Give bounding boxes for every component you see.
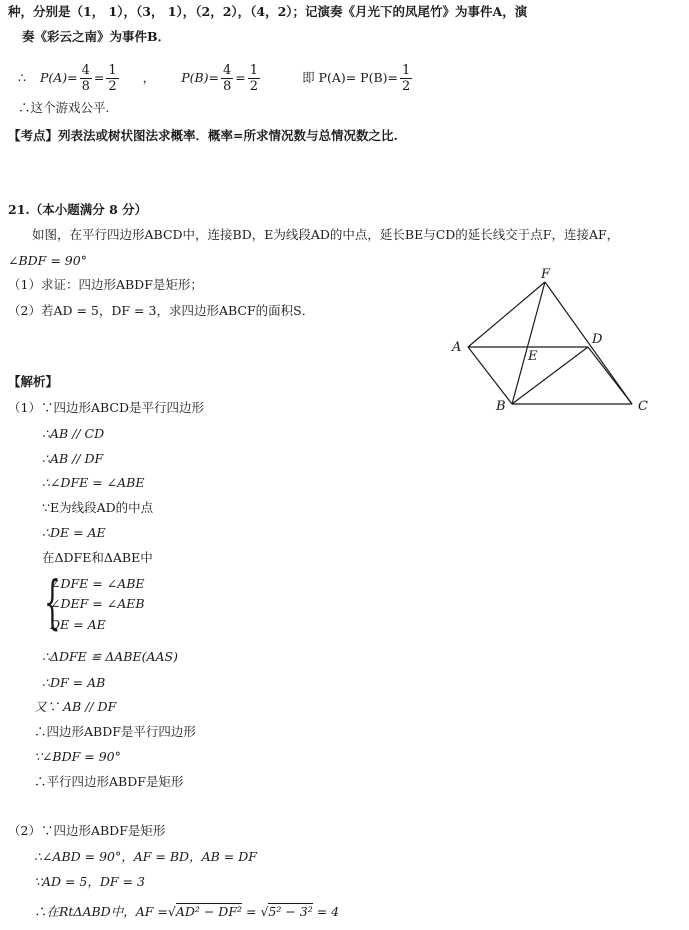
brace-symbol: { [44,568,61,636]
solution-line: ∴∠DFE = ∠ABE [42,475,145,490]
fraction: $\frac{1}{2}$ [108,62,117,94]
pa-label: P(A)= [39,70,78,85]
problem-title: 21.（本小题满分 8 分） [8,202,148,217]
solution-line: ∴DF = AB [42,675,106,690]
label-D: D [592,332,603,347]
solution-line: 在ΔDFE和ΔABE中 [42,550,153,565]
solution-line: ∵∠BDF = 90° [34,749,121,764]
solution-line: ∴四边形ABDF是平行四边形 [34,724,196,739]
solution-line: ∵AD = 5，DF = 3 [34,874,145,889]
text-line: 奏《彩云之南》为事件B． [22,29,171,44]
fraction: $\frac{4}{8}$ [223,62,232,94]
label-F: F [541,267,551,282]
solution-line: （2）∵四边形ABDF是矩形 [8,823,166,838]
question-2: （2）若AD = 5，DF = 3，求四边形ABCF的面积S． [8,303,315,318]
sqrt-symbol: √ [260,904,269,919]
therefore-symbol: ∴ [18,70,26,85]
solution-line: ∴∠ABD = 90°，AF = BD，AB = DF [34,849,257,864]
solution-line: ∴AB // CD [42,426,105,441]
problem-text: ∠BDF = 90° [8,253,87,268]
fraction: $\frac{1}{2}$ [402,62,411,94]
solution-line: （1）∵四边形ABCD是平行四边形 [8,400,204,415]
kaodian-line: 【考点】列表法或树状图法求概率．概率=所求情况数与总情况数之比. [8,128,398,143]
text-line: 种，分别是（1， 1），（3， 1），（2，2），（4，2）；记演奏《月光下的凤尾竹》为事件A，演 [8,4,528,19]
brace-line: DE = AE [50,617,106,632]
solution-line: 又∵ AB // DF [34,699,117,714]
label-C: C [638,399,648,414]
fraction: $\frac{4}{8}$ [81,62,90,94]
radicand: AD² − DF² [175,904,243,919]
solution-line: ∴在RtΔABD中，AF =√AD² − DF² = √5² − 3² = 4 [34,904,340,919]
question-1: （1）求证：四边形ABDF是矩形； [8,277,203,292]
problem-text: 如图，在平行四边形ABCD中，连接BD，E为线段AD的中点，延长BE与CD的延长线交于点F，连接AF， [32,227,620,242]
parallelogram-figure [440,262,660,422]
brace-line: ∠DFE = ∠ABE [50,576,145,591]
solution-line: ∴ΔDFE ≌ ΔABE(AAS) [42,649,178,664]
sqrt-symbol: √ [167,904,176,919]
solution-line: ∴平行四边形ABDF是矩形 [34,774,184,789]
solution-line: ∴AB // DF [42,451,104,466]
pb-label: P(B)= [181,70,220,85]
label-A: A [452,340,462,355]
text-line: ∴这个游戏公平. [18,100,110,115]
ji-label: 即 P(A)= P(B)= [302,70,398,85]
solution-line: ∴DE = AE [42,525,106,540]
solution-line: ∵E为线段AD的中点 [42,500,154,515]
probability-line: ∴ P(A)= $\frac{4}{8}$ = $\frac{1}{2}$ ， P(B)= $\frac{4}{8}$ = $\frac{1}{2}$ 即 P(A)= P(B)= $\frac{1}{2}$ [18,62,411,94]
fraction: $\frac{1}{2}$ [249,62,259,94]
radicand: 5² − 3² [268,904,313,919]
label-B: B [496,399,506,414]
brace-line: ∠DEF = ∠AEB [50,596,145,611]
solution-heading: 【解析】 [8,374,59,389]
label-E: E [528,349,538,364]
